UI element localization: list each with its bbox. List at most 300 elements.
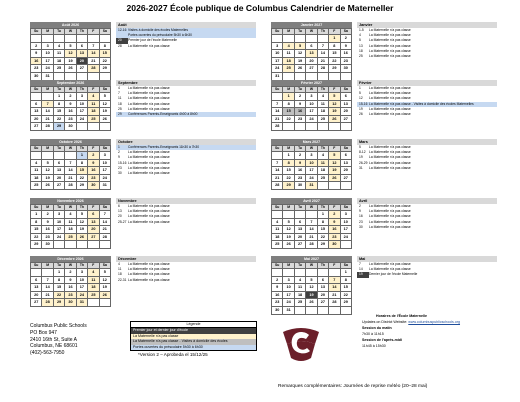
week-row xyxy=(272,291,352,299)
day-cell: 20 xyxy=(340,108,351,116)
event-row xyxy=(116,220,256,225)
day-cell: 1 xyxy=(283,152,294,160)
month-header: Septembre 2026 xyxy=(30,80,111,86)
events-list xyxy=(357,139,497,171)
event-text: La Maternelle n'a pas classe xyxy=(369,111,411,116)
mini-calendar xyxy=(271,256,352,315)
day-cell xyxy=(283,123,294,131)
day-cell: 6 xyxy=(31,100,42,108)
day-cell xyxy=(88,123,99,131)
day-cell xyxy=(317,123,328,131)
week-row xyxy=(272,269,352,277)
day-cell: 18 xyxy=(53,57,64,65)
week-row xyxy=(272,65,352,73)
day-cell: 20 xyxy=(53,174,64,182)
day-cell: 22 xyxy=(53,115,64,123)
day-cell: 4 xyxy=(272,218,283,226)
day-cell: 9 xyxy=(272,284,283,292)
day-cell: 17 xyxy=(283,291,294,299)
events-list xyxy=(116,198,256,225)
day-cell: 7 xyxy=(65,159,76,167)
day-cell: 4 xyxy=(317,152,328,160)
calendar-table xyxy=(30,204,111,249)
week-row xyxy=(31,182,111,190)
event-date: 28 xyxy=(118,43,122,48)
event-text: La Maternelle n'a pas classe xyxy=(369,96,411,101)
day-cell: 2 xyxy=(88,152,99,160)
weekday-label: F xyxy=(88,263,99,269)
weekday-label: Sa xyxy=(340,87,351,93)
day-cell: 7 xyxy=(42,100,53,108)
weekday-label: W xyxy=(306,87,317,93)
day-cell: 28 xyxy=(306,241,317,249)
day-cell: 16 xyxy=(31,57,42,65)
event-text: La Maternelle n'a pas classe xyxy=(369,150,411,155)
day-cell: 25 xyxy=(272,241,283,249)
event-date: 18 xyxy=(359,48,363,53)
weekday-label: Tu xyxy=(294,87,305,93)
day-cell xyxy=(283,269,294,277)
version-note: *Version 2 – Aprobeda el 15/12/25 xyxy=(138,352,208,357)
day-cell xyxy=(283,35,294,43)
month-header: Mai 2027 xyxy=(271,256,352,262)
calendar-table xyxy=(30,145,111,190)
events-list xyxy=(116,256,256,283)
day-cell: 7 xyxy=(42,276,53,284)
day-cell: 18 xyxy=(65,226,76,234)
event-date: 5 xyxy=(359,38,361,43)
week-row xyxy=(272,57,352,65)
day-cell: 3 xyxy=(340,211,351,219)
weekday-label: Th xyxy=(317,205,328,211)
day-cell: 23 xyxy=(65,291,76,299)
day-cell: 25 xyxy=(294,299,305,307)
event-date: 2 xyxy=(118,150,120,155)
event-text: La Maternelle n'a pas classe xyxy=(128,91,170,96)
event-text: La Maternelle n'a pas classe xyxy=(369,53,411,58)
day-cell: 21 xyxy=(272,115,283,123)
week-row xyxy=(31,284,111,292)
weekday-label: Su xyxy=(31,263,42,269)
calendar-table xyxy=(30,262,111,307)
day-cell xyxy=(317,182,328,190)
day-cell: 9 xyxy=(42,218,53,226)
day-cell: 9 xyxy=(31,50,42,58)
day-cell xyxy=(53,72,64,80)
event-date: 6 xyxy=(118,204,120,208)
event-date: 1 xyxy=(118,145,120,149)
weekday-label: M xyxy=(283,29,294,35)
day-cell: 19 xyxy=(294,57,305,65)
day-cell: 22 xyxy=(340,291,351,299)
event-text: La Maternelle n'a pas classe xyxy=(369,48,411,53)
day-cell xyxy=(272,93,283,101)
day-cell: 4 xyxy=(31,159,42,167)
day-cell: 21 xyxy=(42,291,53,299)
day-cell: 7 xyxy=(317,42,328,50)
day-cell: 4 xyxy=(283,42,294,50)
weekday-label: F xyxy=(329,205,340,211)
week-row xyxy=(31,174,111,182)
mini-calendar xyxy=(30,139,111,190)
day-cell: 11 xyxy=(88,276,99,284)
event-date: 13 xyxy=(118,209,122,214)
day-cell: 22 xyxy=(76,174,87,182)
day-cell: 5 xyxy=(99,93,110,101)
day-cell: 25 xyxy=(283,65,294,73)
day-cell: 11 xyxy=(317,159,328,167)
event-text: La Maternelle n'a pas classe xyxy=(128,219,170,224)
day-cell: 13 xyxy=(306,50,317,58)
month-header: Août 2026 xyxy=(30,22,111,28)
day-cell: 6 xyxy=(88,211,99,219)
mini-calendar xyxy=(271,198,352,249)
day-cell: 14 xyxy=(42,284,53,292)
district-website-link[interactable]: www.columbuspublicschools.org xyxy=(408,320,461,324)
calendar-table xyxy=(271,86,352,131)
day-cell: 26 xyxy=(329,174,340,182)
day-cell: 31 xyxy=(306,182,317,190)
day-cell: 18 xyxy=(317,167,328,175)
day-cell: 4 xyxy=(294,276,305,284)
day-cell: 12 xyxy=(329,159,340,167)
day-cell: 1 xyxy=(340,269,351,277)
day-cell xyxy=(294,123,305,131)
day-cell: 18 xyxy=(294,291,305,299)
weekday-label: Su xyxy=(31,205,42,211)
weekday-label: Sa xyxy=(340,263,351,269)
weekday-label: Th xyxy=(76,29,87,35)
weekday-label: M xyxy=(42,205,53,211)
event-date: 16 xyxy=(359,214,363,219)
day-cell: 19 xyxy=(99,108,110,116)
day-cell: 3 xyxy=(76,269,87,277)
week-row xyxy=(272,182,352,190)
weekday-label: Tu xyxy=(294,29,305,35)
month-block xyxy=(0,80,260,137)
event-text: Conférences Parents-Enseignants 11h30 à 7h30 xyxy=(128,145,200,149)
week-row xyxy=(272,299,352,307)
weekday-label: Th xyxy=(317,87,328,93)
day-cell: 21 xyxy=(65,174,76,182)
afternoon-time: 11h45 à 15h30 xyxy=(362,344,386,348)
day-cell: 6 xyxy=(317,276,328,284)
day-cell: 18 xyxy=(283,57,294,65)
day-cell: 19 xyxy=(329,167,340,175)
events-list xyxy=(116,80,256,117)
day-cell: 5 xyxy=(283,218,294,226)
event-text: La Maternelle n'a pas classe xyxy=(369,262,411,266)
day-cell: 27 xyxy=(53,182,64,190)
day-cell: 7 xyxy=(88,42,99,50)
day-cell: 2 xyxy=(42,211,53,219)
week-row xyxy=(272,241,352,249)
event-text: La Maternelle n'a pas classe xyxy=(128,267,170,272)
day-cell: 21 xyxy=(99,226,110,234)
day-cell: 27 xyxy=(31,299,42,307)
day-cell: 17 xyxy=(53,226,64,234)
weekday-label: Tu xyxy=(53,146,64,152)
weekday-label: M xyxy=(42,87,53,93)
day-cell xyxy=(76,123,87,131)
event-text: La Maternelle n'a pas classe xyxy=(369,267,411,272)
day-cell: 13 xyxy=(88,218,99,226)
day-cell: 17 xyxy=(42,57,53,65)
weekday-label: Th xyxy=(76,263,87,269)
event-text: La Maternelle n'a pas classe xyxy=(128,204,170,208)
event-row xyxy=(116,112,256,117)
day-cell: 9 xyxy=(294,159,305,167)
day-cell: 28 xyxy=(99,233,110,241)
day-cell: 30 xyxy=(88,182,99,190)
day-cell xyxy=(306,269,317,277)
morning-time: 7h30 à 11h15 xyxy=(362,332,384,336)
day-cell: 18 xyxy=(317,108,328,116)
day-cell: 15 xyxy=(283,108,294,116)
event-text: La Maternelle n'a pas classe xyxy=(369,86,411,90)
week-row xyxy=(31,115,111,123)
event-text: La Maternelle n'a pas classe xyxy=(369,204,411,208)
mini-calendar xyxy=(30,22,111,81)
day-cell: 11 xyxy=(294,284,305,292)
month-block xyxy=(241,198,501,255)
weekday-label: Tu xyxy=(294,263,305,269)
day-cell: 30 xyxy=(272,306,283,314)
day-cell: 20 xyxy=(294,233,305,241)
day-cell xyxy=(340,72,351,80)
week-row xyxy=(272,50,352,58)
week-row xyxy=(31,241,111,249)
day-cell: 6 xyxy=(340,93,351,101)
legend-item: Premier jour et dernier jour d'école xyxy=(130,328,257,334)
day-cell: 17 xyxy=(99,167,110,175)
event-text: La Maternelle n'a pas classe xyxy=(369,33,411,38)
day-cell: 24 xyxy=(53,233,64,241)
event-text: La Maternelle n'a pas classe xyxy=(128,209,170,214)
weekday-label: F xyxy=(329,263,340,269)
remarks: Remarques complémentaires: Journées de reprise météo (20–28 mai) xyxy=(278,384,428,389)
day-cell xyxy=(42,35,53,43)
day-cell: 14 xyxy=(272,167,283,175)
day-cell: 6 xyxy=(31,276,42,284)
day-cell: 19 xyxy=(76,226,87,234)
day-cell xyxy=(306,72,317,80)
month-header: Janvier 2027 xyxy=(271,22,352,28)
legend-title: Légende xyxy=(130,321,257,328)
day-cell: 25 xyxy=(53,65,64,73)
address-line: Columbus, NE 68601 xyxy=(30,343,78,350)
week-row xyxy=(272,306,352,314)
day-cell: 6 xyxy=(76,42,87,50)
day-cell: 7 xyxy=(329,276,340,284)
day-cell: 11 xyxy=(53,50,64,58)
month-block xyxy=(241,22,501,79)
day-cell xyxy=(317,269,328,277)
day-cell: 2 xyxy=(65,269,76,277)
day-cell: 2 xyxy=(340,35,351,43)
day-cell: 20 xyxy=(31,115,42,123)
afternoon-label: Session de l'après-midi xyxy=(362,338,402,342)
month-header: Octobre 2026 xyxy=(30,139,111,145)
day-cell: 3 xyxy=(53,211,64,219)
weekday-label: Tu xyxy=(294,205,305,211)
day-cell: 12 xyxy=(42,167,53,175)
day-cell xyxy=(340,306,351,314)
week-row xyxy=(272,115,352,123)
day-cell: 8 xyxy=(283,100,294,108)
school-logo xyxy=(279,324,323,364)
day-cell: 31 xyxy=(99,182,110,190)
day-cell: 30 xyxy=(329,241,340,249)
day-cell: 6 xyxy=(306,42,317,50)
day-cell: 2 xyxy=(294,93,305,101)
day-cell: 9 xyxy=(294,100,305,108)
event-text: La Maternelle n'a pas classe xyxy=(369,165,411,170)
weekday-label: M xyxy=(42,146,53,152)
day-cell: 27 xyxy=(294,241,305,249)
day-cell: 15 xyxy=(99,50,110,58)
day-cell xyxy=(317,306,328,314)
day-cell xyxy=(53,241,64,249)
event-text: La Maternelle n'a pas classe xyxy=(369,160,411,165)
day-cell: 15 xyxy=(329,50,340,58)
week-row xyxy=(272,284,352,292)
weekday-label: Su xyxy=(272,29,283,35)
day-cell: 24 xyxy=(283,299,294,307)
day-cell xyxy=(340,123,351,131)
calendar-table xyxy=(30,28,111,81)
event-date: 2 xyxy=(359,204,361,208)
day-cell: 15 xyxy=(53,108,64,116)
day-cell: 12 xyxy=(294,50,305,58)
event-row xyxy=(116,171,256,176)
event-date: 25-27 xyxy=(118,219,127,224)
day-cell: 28 xyxy=(272,182,283,190)
day-cell: 27 xyxy=(317,299,328,307)
day-cell: 2 xyxy=(65,93,76,101)
weekday-label: W xyxy=(65,87,76,93)
weekday-label: F xyxy=(88,29,99,35)
day-cell: 15 xyxy=(53,284,64,292)
day-cell: 2 xyxy=(294,152,305,160)
day-cell: 25 xyxy=(317,115,328,123)
day-cell: 11 xyxy=(88,100,99,108)
month-block xyxy=(0,22,260,79)
event-text: Premier jour de l'école Maternelle xyxy=(128,38,178,43)
event-text: La Maternelle n'a pas classe xyxy=(128,160,170,165)
day-cell xyxy=(31,152,42,160)
weekday-label: Su xyxy=(272,87,283,93)
week-row xyxy=(272,100,352,108)
day-cell: 22 xyxy=(99,57,110,65)
month-header: Décembre 2026 xyxy=(30,256,111,262)
day-cell: 10 xyxy=(306,100,317,108)
day-cell: 30 xyxy=(31,72,42,80)
weekday-label: F xyxy=(88,146,99,152)
event-date: 5 xyxy=(359,91,361,96)
day-cell: 24 xyxy=(340,233,351,241)
week-row xyxy=(31,100,111,108)
day-cell xyxy=(272,35,283,43)
day-cell: 17 xyxy=(340,226,351,234)
day-cell xyxy=(65,241,76,249)
event-text: La Maternelle n'a pas classe xyxy=(128,96,170,101)
day-cell: 22 xyxy=(329,57,340,65)
event-date: 4 xyxy=(118,86,120,90)
event-row xyxy=(357,112,497,117)
week-row xyxy=(272,123,352,131)
day-cell: 29 xyxy=(53,123,64,131)
weekday-label: Tu xyxy=(294,146,305,152)
day-cell: 18 xyxy=(272,233,283,241)
hours-title: Horaires de l'École Maternelle xyxy=(376,314,427,318)
day-cell: 22 xyxy=(317,233,328,241)
day-cell: 27 xyxy=(340,115,351,123)
day-cell: 23 xyxy=(42,233,53,241)
events-list xyxy=(357,256,497,278)
event-row xyxy=(357,54,497,59)
day-cell: 5 xyxy=(76,211,87,219)
day-cell: 3 xyxy=(306,93,317,101)
day-cell: 10 xyxy=(76,276,87,284)
day-cell: 21 xyxy=(272,174,283,182)
week-row xyxy=(272,167,352,175)
week-row xyxy=(31,108,111,116)
day-cell: 9 xyxy=(65,276,76,284)
event-date: 15-16 xyxy=(359,101,368,106)
day-cell xyxy=(329,123,340,131)
day-cell: 26 xyxy=(76,233,87,241)
address-line: (402)-563-7950 xyxy=(30,350,65,357)
event-date: 18 xyxy=(118,101,122,106)
weekday-label: Su xyxy=(31,146,42,152)
day-cell: 26 xyxy=(99,291,110,299)
day-cell: 29 xyxy=(99,65,110,73)
week-row xyxy=(31,159,111,167)
event-text: La Maternelle n'a pas classe xyxy=(128,86,170,90)
weekday-label: F xyxy=(88,87,99,93)
event-text: La Maternelle n'a pas classe xyxy=(369,106,411,111)
weekday-label: Sa xyxy=(99,87,110,93)
calendar-table xyxy=(271,145,352,190)
weekday-label: Su xyxy=(31,87,42,93)
event-date: 11 xyxy=(118,96,122,101)
event-text: La Maternelle n'a pas classe xyxy=(128,262,170,266)
day-cell: 1 xyxy=(31,211,42,219)
day-cell: 17 xyxy=(306,167,317,175)
day-cell xyxy=(283,72,294,80)
day-cell: 21 xyxy=(88,57,99,65)
day-cell: 20 xyxy=(340,167,351,175)
week-row xyxy=(272,211,352,219)
legend-item: La Maternelle n'a pas classe xyxy=(130,334,257,340)
event-text: La Maternelle n'a pas classe xyxy=(369,214,411,219)
day-cell: 23 xyxy=(294,174,305,182)
day-cell xyxy=(294,306,305,314)
day-cell: 3 xyxy=(272,42,283,50)
event-row xyxy=(116,278,256,283)
event-row xyxy=(116,44,256,49)
day-cell xyxy=(340,182,351,190)
day-cell: 16 xyxy=(65,284,76,292)
day-cell: 16 xyxy=(42,226,53,234)
event-text: Visites à domicile des écoles Maternelles xyxy=(128,28,189,32)
weekday-label: Tu xyxy=(53,29,64,35)
address-line: 2410 16th St, Suite A xyxy=(30,336,77,343)
week-row xyxy=(31,218,111,226)
day-cell xyxy=(306,211,317,219)
event-date: 26-29 xyxy=(359,160,368,165)
